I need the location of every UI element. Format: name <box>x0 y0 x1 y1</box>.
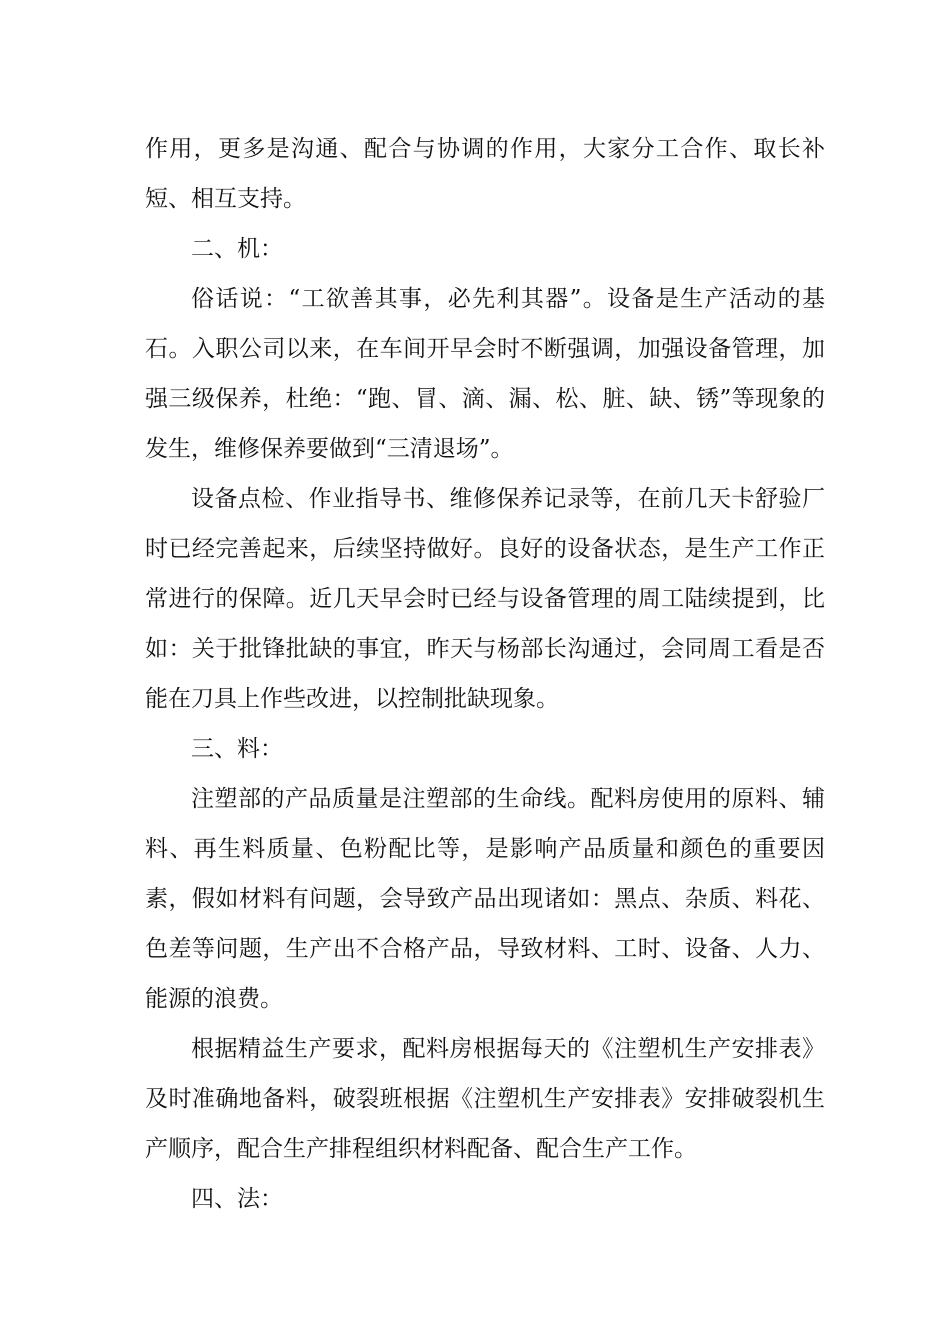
paragraph-material-quality: 注塑部的产品质量是注塑部的生命线。配料房使用的原料、辅料、再生料质量、色粉配比等，是影响产品质量和颜色的重要因素，假如材料有问题，会导致产品出现诸如：黑点、杂质、料花、色差等问题，生产出不合格产品，导致材料、工时、设备、人力、能源的浪费。 <box>145 786 825 1012</box>
document-body <box>145 124 825 1224</box>
paragraph-continuation: 作用，更多是沟通、配合与协调的作用，大家分工合作、取长补短、相互支持。 <box>145 136 825 212</box>
paragraph-machine-intro: 俗话说：“工欲善其事，必先利其器”。设备是生产活动的基石。入职公司以来，在车间开早会时不断强调，加强设备管理，加强三级保养，杜绝：“跑、冒、滴、漏、松、脏、缺、锈”等现象的发生，维修保养要做到“三清退场”。 <box>145 286 825 462</box>
paragraph-material-lean: 根据精益生产要求，配料房根据每天的《注塑机生产安排表》及时准确地备料，破裂班根据《注塑机生产安排表》安排破裂机生产顺序，配合生产排程组织材料配备、配合生产工作。 <box>145 1036 825 1162</box>
section-heading-method: 四、法： <box>191 1186 283 1212</box>
paragraph-machine-details: 设备点检、作业指导书、维修保养记录等，在前几天卡舒验厂时已经完善起来，后续坚持做好。良好的设备状态，是生产工作正常进行的保障。近几天早会时已经与设备管理的周工陆续提到，比如：关于批锋批缺的事宜，昨天与杨部长沟通过，会同周工看是否能在刀具上作些改进，以控制批缺现象。 <box>145 486 825 712</box>
section-heading-material: 三、料： <box>191 736 283 762</box>
section-heading-machine: 二、机： <box>191 236 283 262</box>
